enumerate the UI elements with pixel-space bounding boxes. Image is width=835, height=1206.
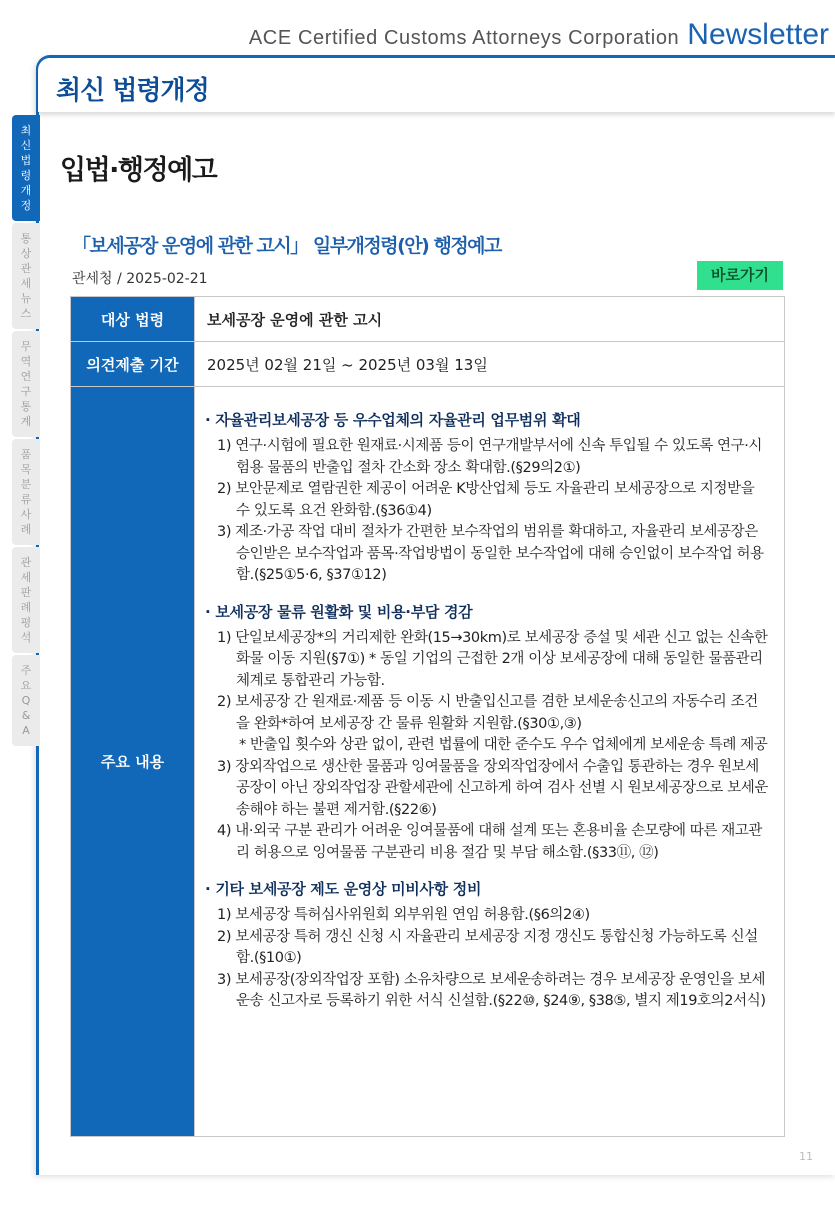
- page-heading: 입법·행정예고: [60, 155, 217, 186]
- side-tab-char: 석: [20, 631, 32, 644]
- side-tab-char: 개: [20, 184, 32, 197]
- side-tab-qa[interactable]: [12, 655, 40, 746]
- content-item-list: [205, 436, 768, 587]
- table-row: [71, 342, 785, 387]
- side-tab-char: 상: [20, 247, 32, 260]
- content-label: 주요 내용: [71, 387, 195, 1137]
- target-law-value: 보세공장 운영에 관한 고시: [195, 297, 785, 342]
- table-row: [71, 297, 785, 342]
- content-item-list: [205, 905, 768, 1013]
- side-tab-char: 사: [20, 508, 32, 521]
- content-section-title: · 기타 보세공장 제도 운영상 미비사항 정비: [205, 880, 482, 898]
- period-value: 2025년 02월 21일 ~ 2025년 03월 13일: [195, 342, 785, 387]
- side-tab-char: 례: [20, 601, 32, 614]
- side-tab-char: 주: [20, 664, 32, 677]
- side-tab-classification[interactable]: [12, 439, 40, 545]
- content-item: 3) 보세공장(장외작업장 포함) 소유차량으로 보세운송하려는 경우 보세공장 운영인을 보세운송 신고자로 등록하기 위한 서식 신설함.(§22⑩, §24⑨, §38⑤, 별지 제19호의2서식): [217, 971, 766, 1009]
- info-table: [70, 296, 785, 1137]
- side-tab-char: 평: [20, 616, 32, 629]
- content-item: 3) 장외작업으로 생산한 물품과 잉여물품을 장외작업장에서 수출입 통관하는 경우 원보세공장이 아닌 장외작업장 관할세관에 신고하게 하여 검사 선별 시 원보세공장으로 보세운송해야 하는 불편 제거함.(§22⑥): [217, 758, 768, 818]
- content-item: 4) 내·외국 구분 관리가 어려운 잉여물품에 대해 설계 또는 혼용비율 손모량에 따른 재고관리 허용으로 잉여물품 구분관리 비용 절감 및 부담 해소함.(§33⑪, ⑫): [217, 823, 763, 861]
- side-tab-char: 판: [20, 586, 32, 599]
- side-tab-char: 요: [20, 679, 32, 692]
- side-tab-char: 역: [20, 355, 32, 368]
- side-tab-char: 신: [20, 139, 32, 152]
- content-item: 1) 연구·시험에 필요한 원재료·시제품 등이 연구개발부서에 신속 투입될 수 있도록 연구·시험용 물품의 반출입 절차 간소화 장소 확대함.(§29의2①): [217, 438, 763, 476]
- table-row: [71, 387, 785, 1137]
- article-title: 「보세공장 운영에 관한 고시」 일부개정령(안) 행정예고: [72, 235, 501, 257]
- content-item: 2) 보안문제로 열람권한 제공이 어려운 K방산업체 등도 자율관리 보세공장으로 지정받을 수 있도록 요건 완화함.(§36①4): [217, 481, 755, 519]
- side-tab-char: 품: [20, 448, 32, 461]
- page-number: 11: [799, 1150, 813, 1163]
- content-cell: [195, 387, 785, 1137]
- content-item: 2) 보세공장 특허 갱신 신청 시 자율관리 보세공장 지정 갱신도 통합신청 가능하도록 신설함.(§10①): [217, 928, 758, 966]
- content-item: 3) 제조·가공 작업 대비 절차가 간편한 보수작업의 범위를 확대하고, 자율관리 보세공장은 승인받은 보수작업과 품목·작업방법이 동일한 보수작업에 대해 승인없이 보수작업 허용함.(§25①5·6, §37①12): [217, 524, 764, 583]
- content-item: 1) 단일보세공장*의 거리제한 완화(15→30km)로 보세공장 증설 및 세관 신고 없는 신속한 화물 이동 지원(§7①) * 동일 기업의 근접한 2개 이상 보세공장에 대해 동일한 물품관리체계로 통합관리 가능함.: [217, 629, 768, 689]
- side-tab-char: 무: [20, 340, 32, 353]
- target-law-label: 대상 법령: [71, 297, 195, 342]
- content-section: [205, 601, 768, 865]
- side-tab-char: 류: [20, 493, 32, 506]
- side-tab-char: 통: [20, 400, 32, 413]
- content-section-title: · 보세공장 물류 원활화 및 비용·부담 경감: [205, 602, 473, 621]
- goto-link-button[interactable]: 바로가기: [697, 261, 783, 290]
- side-tab-char: 관: [20, 556, 32, 569]
- side-tab-char: A: [22, 724, 30, 737]
- side-tab-char: 정: [20, 199, 32, 212]
- side-tab-char: 분: [20, 478, 32, 491]
- content-section: [205, 878, 768, 1013]
- side-tab-char: Q: [21, 694, 31, 707]
- side-tab-trade-news[interactable]: [12, 223, 40, 329]
- side-tab-char: 뉴: [20, 292, 32, 305]
- section-title: 최신 법령개정: [56, 76, 209, 106]
- company-name: ACE Certified Customs Attorneys Corporation: [248, 27, 680, 49]
- newsletter-title: Newsletter: [687, 18, 829, 51]
- side-tab-char: 령: [20, 169, 32, 182]
- newsletter-header: [249, 18, 829, 52]
- content-section: [205, 409, 768, 587]
- period-label: 의견제출 기간: [71, 342, 195, 387]
- side-tab-char: 스: [20, 307, 32, 320]
- side-tab-char: 구: [20, 385, 32, 398]
- side-tab-case-review[interactable]: [12, 547, 40, 653]
- side-tab-trade-stats[interactable]: [12, 331, 40, 437]
- side-tab-nav: [12, 115, 40, 748]
- side-tab-char: 례: [20, 523, 32, 536]
- side-tab-char: 연: [20, 370, 32, 383]
- side-tab-char: 통: [20, 232, 32, 245]
- content-note: * 반출입 횟수와 상관 없이, 관련 법률에 대한 준수도 우수 업체에게 보세운송 특례 제공: [239, 737, 768, 753]
- article-meta: 관세청 / 2025-02-21: [72, 271, 208, 287]
- content-item: 1) 보세공장 특허심사위원회 외부위원 연임 허용함.(§6의2④): [217, 907, 590, 923]
- content-item-list: [205, 628, 768, 865]
- side-tab-char: 세: [20, 277, 32, 290]
- content-item: 2) 보세공장 간 원재료·제품 등 이동 시 반출입신고를 겸한 보세운송신고의 자동수리 조건을 완화*하여 보세공장 간 물류 원활화 지원함.(§30①,③): [217, 694, 758, 732]
- side-tab-char: &: [21, 709, 31, 722]
- side-tab-char: 계: [20, 415, 32, 428]
- side-tab-char: 세: [20, 571, 32, 584]
- side-tab-char: 법: [20, 154, 32, 167]
- side-tab-char: 최: [20, 124, 32, 137]
- side-tab-char: 목: [20, 463, 32, 476]
- side-tab-char: 관: [20, 262, 32, 275]
- content-section-title: · 자율관리보세공장 등 우수업체의 자율관리 업무범위 확대: [205, 411, 581, 429]
- content-sections: [195, 387, 784, 1013]
- side-tab-latest-laws[interactable]: [12, 115, 40, 221]
